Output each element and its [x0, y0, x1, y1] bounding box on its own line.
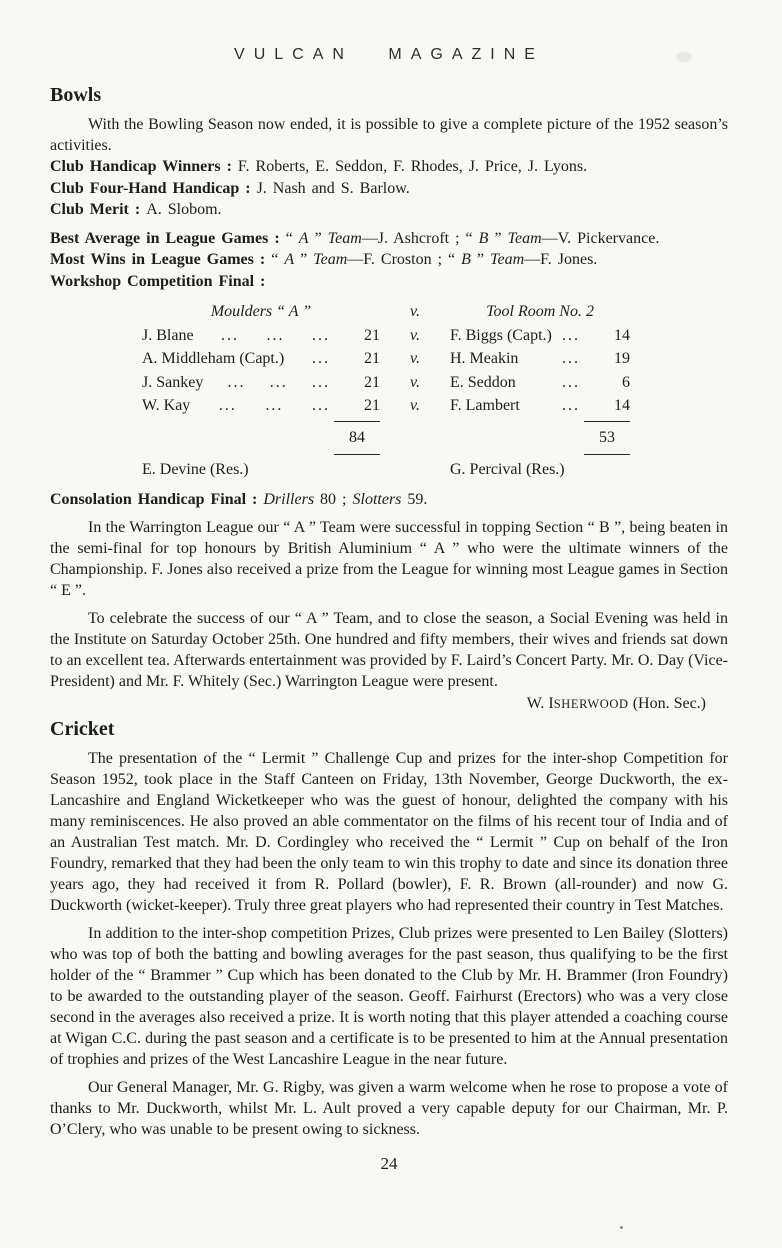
dot-leader: ... — [227, 373, 246, 391]
text-run: ” — [308, 229, 328, 247]
totals-row — [50, 418, 728, 456]
text-run: Club Four-Hand Handicap : — [50, 179, 257, 197]
text-run: Team — [327, 229, 362, 247]
text-run: “ — [465, 229, 479, 247]
home-player-cell — [142, 347, 338, 371]
dot-leader: ... — [311, 397, 330, 414]
magazine-title: VULCAN MAGAZINE — [234, 46, 544, 63]
versus-label: v. — [410, 303, 420, 320]
home-player-cell — [142, 324, 338, 348]
table-header-row — [50, 300, 728, 324]
away-player-cell — [450, 324, 590, 348]
dot-leader: ... — [312, 326, 330, 344]
section-heading: Cricket — [50, 718, 115, 740]
text-run: (Hon. Sec.) — [628, 695, 706, 712]
text-run: Slotters — [352, 490, 402, 508]
dot-leader: ... — [312, 350, 330, 367]
away-total: 53 — [584, 421, 630, 456]
dot-leader: ... — [265, 397, 284, 414]
text-run: —F. Jones. — [524, 251, 598, 268]
text-run: J. Nash and S. Barlow. — [256, 179, 410, 197]
away-score: 19 — [614, 350, 630, 367]
text-run: SHERWOOD — [553, 697, 629, 711]
text-run: 80 ; — [314, 490, 353, 508]
label-line — [50, 271, 728, 293]
text-run: A. Slobom. — [146, 201, 222, 218]
score-row — [50, 394, 728, 418]
label-line — [50, 178, 728, 200]
text-run: Our General Manager, Mr. G. Rigby, was given a warm welcome when he rose to propose a vote of thanks to Mr. Duckworth, whilst Mr. L. Ault proved a very capable deputy for our Chairman, Mr. P. O’Clery, who was unable to be present owing to sickness. — [50, 1079, 728, 1138]
label-line — [50, 156, 728, 178]
away-score: 6 — [622, 373, 630, 391]
page-content — [50, 84, 728, 1140]
player-name: H. Meakin — [450, 350, 519, 367]
text-run: —F. Croston ; — [347, 251, 449, 268]
paragraph — [50, 748, 728, 916]
reserves-row — [50, 458, 728, 482]
player-name: J. Sankey — [142, 373, 204, 391]
dot-leader: ... — [218, 397, 237, 414]
label-line — [50, 228, 728, 250]
player-name: J. Blane — [142, 326, 194, 344]
page-number: 24 — [380, 1154, 398, 1173]
text-run: “ — [285, 229, 299, 247]
text-run: “ — [448, 251, 462, 268]
paragraph — [50, 517, 728, 601]
player-name: W. Kay — [142, 397, 191, 414]
score-row — [50, 324, 728, 348]
text-run: Most Wins in League Games : — [50, 251, 272, 268]
away-player-cell — [450, 371, 590, 395]
text-run: In the Warrington League our “ A ” Team were successful in topping Section “ B ”, being beaten in the semi-final for top honours by British Aluminium “ A ” who were the ultimate winners of the Championship. F. Jones also received a prize from the League for winning most League games in Section “ E ”. — [50, 519, 728, 599]
score-row — [50, 371, 728, 395]
text-run: In addition to the inter-shop competition Prizes, Club prizes were presented to Len Bailey (Slotters) who was top of both the batting and bowling averages for the past season, thus qualifying to be the first holder of the “ Brammer ” Cup which has been donated to the Club by Mr. H. Brammer (Iron Foundry) to be awarded to the outstanding player of the season. Geoff. Fairhurst (Erectors) who was a very close second in the averages also received a prize. It is worth noting that this player attended a coaching course at Wigan C.C. during the past season and a certificate is to be presented to him at the Annual presentation of trophies and prizes of the West Lancashire League in the near future. — [50, 925, 728, 1068]
label-line — [50, 249, 728, 271]
text-run: With the Bowling Season now ended, it is possible to give a complete picture of the 1952 season’s activities. — [50, 116, 728, 154]
dot-leader: ... — [311, 373, 330, 391]
away-reserve: G. Percival (Res.) — [450, 461, 565, 478]
text-run: Team — [313, 251, 348, 268]
home-player-cell — [142, 394, 338, 418]
away-score: 14 — [614, 397, 630, 414]
away-player-cell — [450, 347, 590, 371]
away-player-cell — [450, 394, 590, 418]
text-run: Consolation Handicap Final : — [50, 490, 264, 508]
signature-line — [50, 693, 728, 715]
home-score: 21 — [364, 326, 380, 344]
text-run: ” — [294, 251, 314, 268]
dot-leader: ... — [562, 397, 580, 414]
text-run: 59. — [401, 490, 428, 508]
text-run: The presentation of the “ Lermit ” Challenge Cup and prizes for the inter-shop Competition for Season 1952, took place in the Staff Canteen on Friday, 13th November, George Duckworth, the ex-Lancashire and England Wicketkeeper who was the guest of honour, delighted the company with his many reminiscences. He also proved an able commentator on the films of his recent tour of India and of an Australian Test match. Mr. D. Cordingley who received the “ Lermit ” Cup on behalf of the Iron Foundry, remarked that they had been the only team to win this trophy to date and since its donation three years ago, they had received it from R. Pollard (bowler), F. R. Brown (all-rounder) and now G. Duckworth (wicket-keeper). Truly three great players who had represented their country in Test Matches. — [50, 750, 728, 914]
scan-smudge — [676, 52, 692, 62]
text-run: F. Roberts, E. Seddon, F. Rhodes, J. Price, J. Lyons. — [237, 158, 588, 175]
dot-leader: ... — [562, 326, 580, 344]
dot-leader: ... — [266, 326, 285, 344]
score-table — [50, 300, 728, 482]
text-run: To celebrate the success of our “ A ” Team, and to close the season, a Social Evening was held in the Institute on Saturday October 25th. One hundred and fifty members, their wives and friends sat down to an excellent tea. Afterwards entertainment was provided by F. Laird’s Concert Party. Mr. O. Day (Vice-President) and Mr. F. Whitely (Sec.) Warrington League were present. — [50, 610, 728, 690]
label-line — [50, 489, 728, 511]
text-run: Team — [507, 229, 542, 247]
away-team-header: Tool Room No. 2 — [486, 303, 594, 320]
player-name: F. Biggs (Capt.) — [450, 326, 552, 344]
versus-label: v. — [410, 326, 420, 344]
text-run: Club Merit : — [50, 201, 147, 218]
player-name: F. Lambert — [450, 397, 520, 414]
text-run: B — [461, 251, 471, 268]
text-run: A — [284, 251, 295, 268]
text-run: W. I — [526, 695, 554, 712]
text-run: B — [478, 229, 489, 247]
text-run: “ — [271, 251, 285, 268]
paragraph — [50, 923, 728, 1070]
home-score: 21 — [364, 350, 380, 367]
paragraph — [50, 114, 728, 156]
text-run: ” — [470, 251, 491, 268]
dot-leader: ... — [221, 326, 240, 344]
player-name: E. Seddon — [450, 373, 516, 391]
text-run: —V. Pickervance. — [541, 229, 660, 247]
home-total: 84 — [334, 421, 380, 456]
scan-speck — [620, 1226, 623, 1229]
section-heading: Bowls — [50, 84, 102, 106]
text-run: A — [298, 229, 309, 247]
score-row — [50, 347, 728, 371]
text-run: Best Average in League Games : — [50, 229, 286, 247]
text-run: Workshop Competition Final : — [50, 272, 266, 290]
home-team-header: Moulders “ A ” — [210, 303, 312, 320]
versus-label: v. — [410, 373, 420, 391]
text-run: Team — [490, 251, 525, 268]
home-reserve: E. Devine (Res.) — [142, 461, 249, 478]
dot-leader: ... — [562, 373, 580, 391]
text-run: Drillers — [263, 490, 315, 508]
label-line — [50, 199, 728, 221]
paragraph — [50, 608, 728, 692]
text-run: —J. Ashcroft ; — [361, 229, 466, 247]
home-score: 21 — [364, 397, 380, 414]
text-run: ” — [488, 229, 508, 247]
away-score: 14 — [614, 326, 630, 344]
home-score: 21 — [364, 373, 380, 391]
player-name: A. Middleham (Capt.) — [142, 350, 285, 367]
dot-leader: ... — [562, 350, 580, 367]
text-run: Club Handicap Winners : — [50, 158, 238, 175]
versus-label: v. — [410, 397, 420, 414]
versus-label: v. — [410, 350, 420, 367]
dot-leader: ... — [269, 373, 288, 391]
paragraph — [50, 1077, 728, 1140]
home-player-cell — [142, 371, 338, 395]
